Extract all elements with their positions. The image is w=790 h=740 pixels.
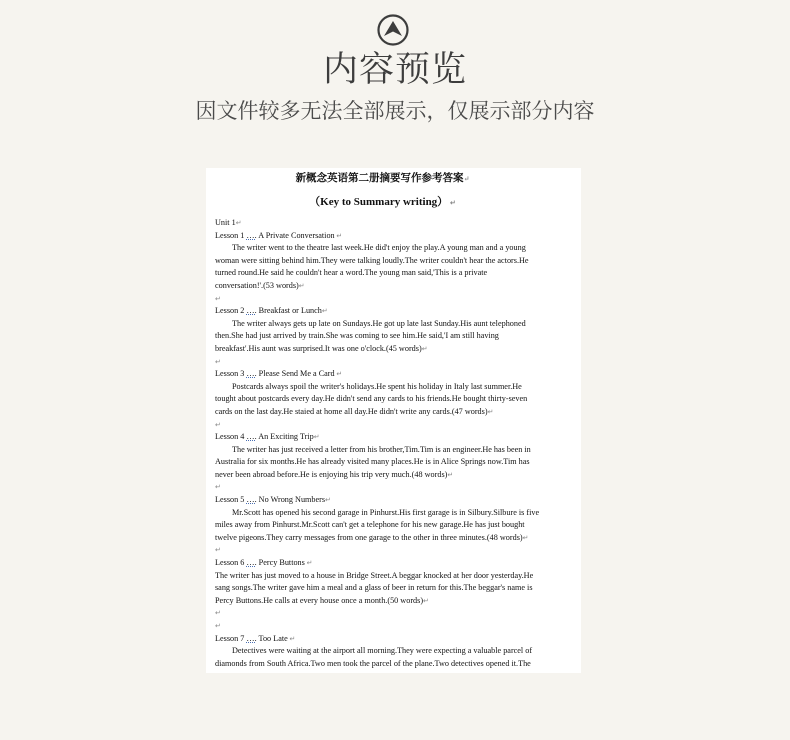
chevron-up-circle-icon: [377, 14, 409, 46]
document-subtitle: （Key to Summary writing） ↵: [309, 196, 456, 208]
lesson-summary: Mr.Scott has opened his second garage in Pinhurst.His first garage is in Silbury.Silbure is five miles away from Pinhurst.Mr.Scott can't get a telephone for his new garage.He has just bought twelve pigeons.They carry messages from one garage to the other in three minutes.(48 words)↵: [215, 507, 540, 542]
lesson-summary: Detectives were waiting at the airport all morning.They were expecting a valuable parcel of diamonds from South Africa.Two men took the parcel of the plane.Two detectives opened it.The: [215, 646, 533, 668]
lesson-heading: Lesson 6 …. Percy Buttons ↵: [215, 558, 313, 568]
blank-line: ↵: [215, 622, 221, 630]
lesson-heading: Lesson 5 …. No Wrong Numbers↵: [215, 495, 331, 505]
blank-line: ↵: [215, 483, 221, 492]
page-subtitle: 因文件较多无法全部展示，仅展示部分内容: [195, 99, 595, 123]
lesson-heading: Lesson 4 …. An Exciting Trip↵: [215, 432, 320, 442]
lesson-summary: The writer went to the theatre last week.He did't enjoy the play.A young man and a young woman were sitting behind him.They were talking loudly.The writer couldn't hear the actors.He turned round.He said he couldn't hear a word.The young man said,'This is a private conversation!'.(53 words)↵: [215, 243, 529, 290]
lesson-summary: The writer always gets up late on Sundays.He got up late last Sunday.His aunt telephoned then.She had just arrived by train.She was coming to see him.He said,'I am still having breakfast'.His aunt was surprised.It was one o'clock.(45 words)↵: [215, 318, 526, 353]
document-preview: [206, 168, 581, 673]
lesson-heading: Lesson 7 …. Too Late ↵: [215, 633, 296, 643]
blank-line: ↵: [215, 420, 221, 429]
blank-line: ↵: [215, 546, 221, 555]
unit-heading: Unit 1↵: [215, 218, 242, 227]
document-title: 新概念英语第二册摘要写作参考答案↵: [295, 172, 470, 184]
lesson-summary: The writer has just moved to a house in Bridge Street.A beggar knocked at her door yesterday.He sang songs.The writer gave him a meal and a glass of beer in return for this.The beggar's name is Percy Buttons.He calls at every house once a month.(50 words)↵: [215, 570, 534, 605]
lesson-heading: Lesson 1 …. A Private Conversation ↵: [215, 230, 343, 240]
lesson-summary: Postcards always spoil the writer's holidays.He spent his holiday in Italy last summer.He tought about postcards every day.He didn't send any cards to his friends.He bought thirty-seven cards on the last day.He staied at home all day.He didn't write any cards.(47 words)↵: [215, 381, 528, 416]
blank-line: ↵: [215, 294, 221, 303]
blank-line: ↵: [215, 357, 221, 366]
blank-line: ↵: [215, 609, 221, 618]
lesson-summary: The writer has just received a letter from his brother,Tim.Tim is an engineer.He has been in Australia for six months.He has already visited many places.He is in Alice Springs now.Tim has never been abroad before.He is enjoying his trip very much.(48 words)↵: [215, 444, 531, 479]
lesson-heading: Lesson 3 …. Please Send Me a Card ↵: [215, 369, 343, 379]
lesson-heading: Lesson 2 …. Breakfast or Lunch↵: [215, 306, 328, 316]
page-title: 内容预览: [322, 50, 467, 90]
